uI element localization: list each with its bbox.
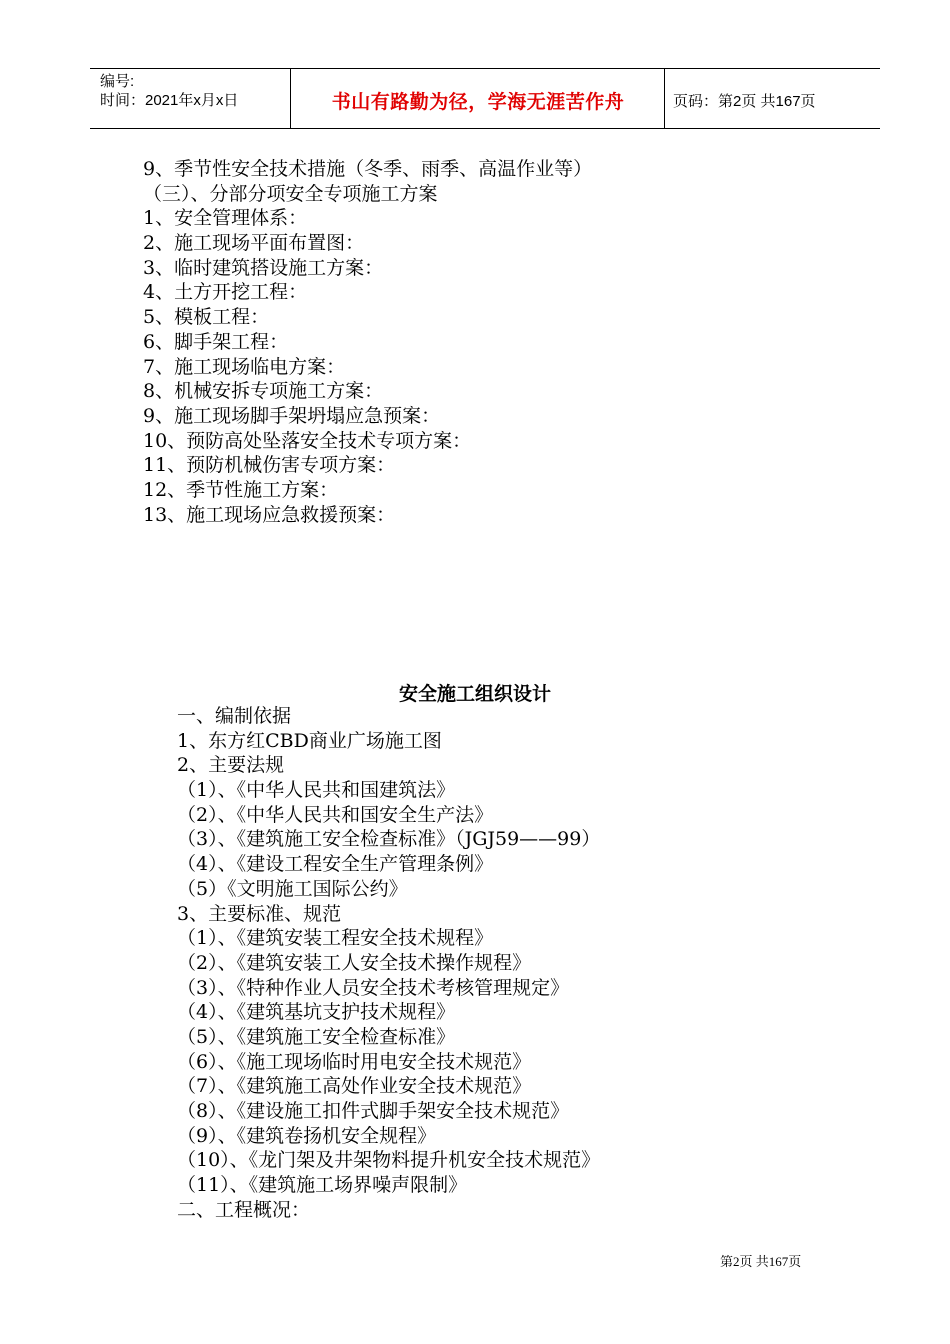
header-page-info: 页码：第2页 共167页 — [673, 93, 816, 110]
section-line: （7）、《建筑施工高处作业安全技术规范》 — [177, 1075, 532, 1098]
header-time-label: 时间：2021年x月x日 — [100, 92, 239, 109]
list-item: 11、预防机械伤害专项方案： — [143, 454, 396, 477]
list-item: 9、季节性安全技术措施（冬季、雨季、高温作业等） — [143, 158, 593, 180]
section-line: （3）、《建筑施工安全检查标准》（JGJ59——99） — [177, 828, 601, 851]
section-line: （3）、《特种作业人员安全技术考核管理规定》 — [177, 976, 570, 999]
section-line: 一、编制依据 — [177, 705, 292, 727]
list-item: 2、施工现场平面布置图： — [143, 232, 365, 255]
section-line: 3、主要标准、规范 — [177, 902, 342, 925]
section-line: 1、东方红CBD商业广场施工图 — [177, 729, 442, 752]
list-item: 3、临时建筑搭设施工方案： — [143, 256, 384, 279]
list-item: 6、脚手架工程： — [143, 330, 289, 353]
section-line: （6）、《施工现场临时用电安全技术规范》 — [177, 1050, 532, 1073]
list-item: 8、机械安拆专项施工方案： — [143, 380, 384, 403]
section-line: 二、工程概况： — [177, 1198, 311, 1221]
header-divider-right — [664, 68, 665, 129]
section-line: （10）、《龙门架及井架物料提升机安全技术规范》 — [177, 1149, 601, 1172]
section-line: （5）、《建筑施工安全检查标准》 — [177, 1025, 456, 1048]
list-item: （三）、分部分项安全专项施工方案 — [143, 182, 438, 205]
section-line: （2）、《中华人民共和国安全生产法》 — [177, 803, 494, 826]
section-line: （2）、《建筑安装工人安全技术操作规程》 — [177, 951, 532, 974]
page-footer: 第2页 共167页 — [720, 1254, 802, 1269]
section-line: （11）、《建筑施工场界噪声限制》 — [177, 1174, 468, 1197]
section-body — [177, 704, 600, 1222]
header-meta — [100, 72, 238, 110]
header-top-rule — [90, 68, 880, 69]
section-title: 安全施工组织设计 — [398, 683, 551, 705]
header-number-label: 编号: — [100, 73, 135, 90]
header-motto: 书山有路勤为径，学海无涯苦作舟 — [331, 91, 625, 113]
section-line: （9）、《建筑卷扬机安全规程》 — [177, 1124, 437, 1147]
list-item: 13、施工现场应急救援预案： — [143, 503, 396, 526]
list-item: 7、施工现场临电方案： — [143, 355, 346, 378]
list-item: 4、土方开挖工程： — [143, 281, 308, 304]
list-item: 10、预防高处坠落安全技术专项方案： — [143, 429, 472, 452]
top-list — [143, 157, 592, 527]
list-item: 9、施工现场脚手架坍塌应急预案： — [143, 404, 441, 427]
section-line: （4）、《建筑基坑支护技术规程》 — [177, 1001, 456, 1024]
section-line: （4）、《建设工程安全生产管理条例》 — [177, 853, 494, 876]
section-line: 2、主要法规 — [177, 754, 285, 777]
section-line: （5）《文明施工国际公约》 — [177, 877, 408, 900]
list-item: 12、季节性施工方案： — [143, 478, 339, 501]
list-item: 1、安全管理体系： — [143, 207, 308, 230]
section-line: （8）、《建设施工扣件式脚手架安全技术规范》 — [177, 1100, 570, 1122]
header-bottom-rule — [90, 128, 880, 129]
section-line: （1）、《中华人民共和国建筑法》 — [177, 779, 456, 802]
header-divider-left — [290, 68, 291, 129]
list-item: 5、模板工程： — [143, 306, 270, 329]
section-line: （1）、《建筑安装工程安全技术规程》 — [177, 927, 494, 950]
